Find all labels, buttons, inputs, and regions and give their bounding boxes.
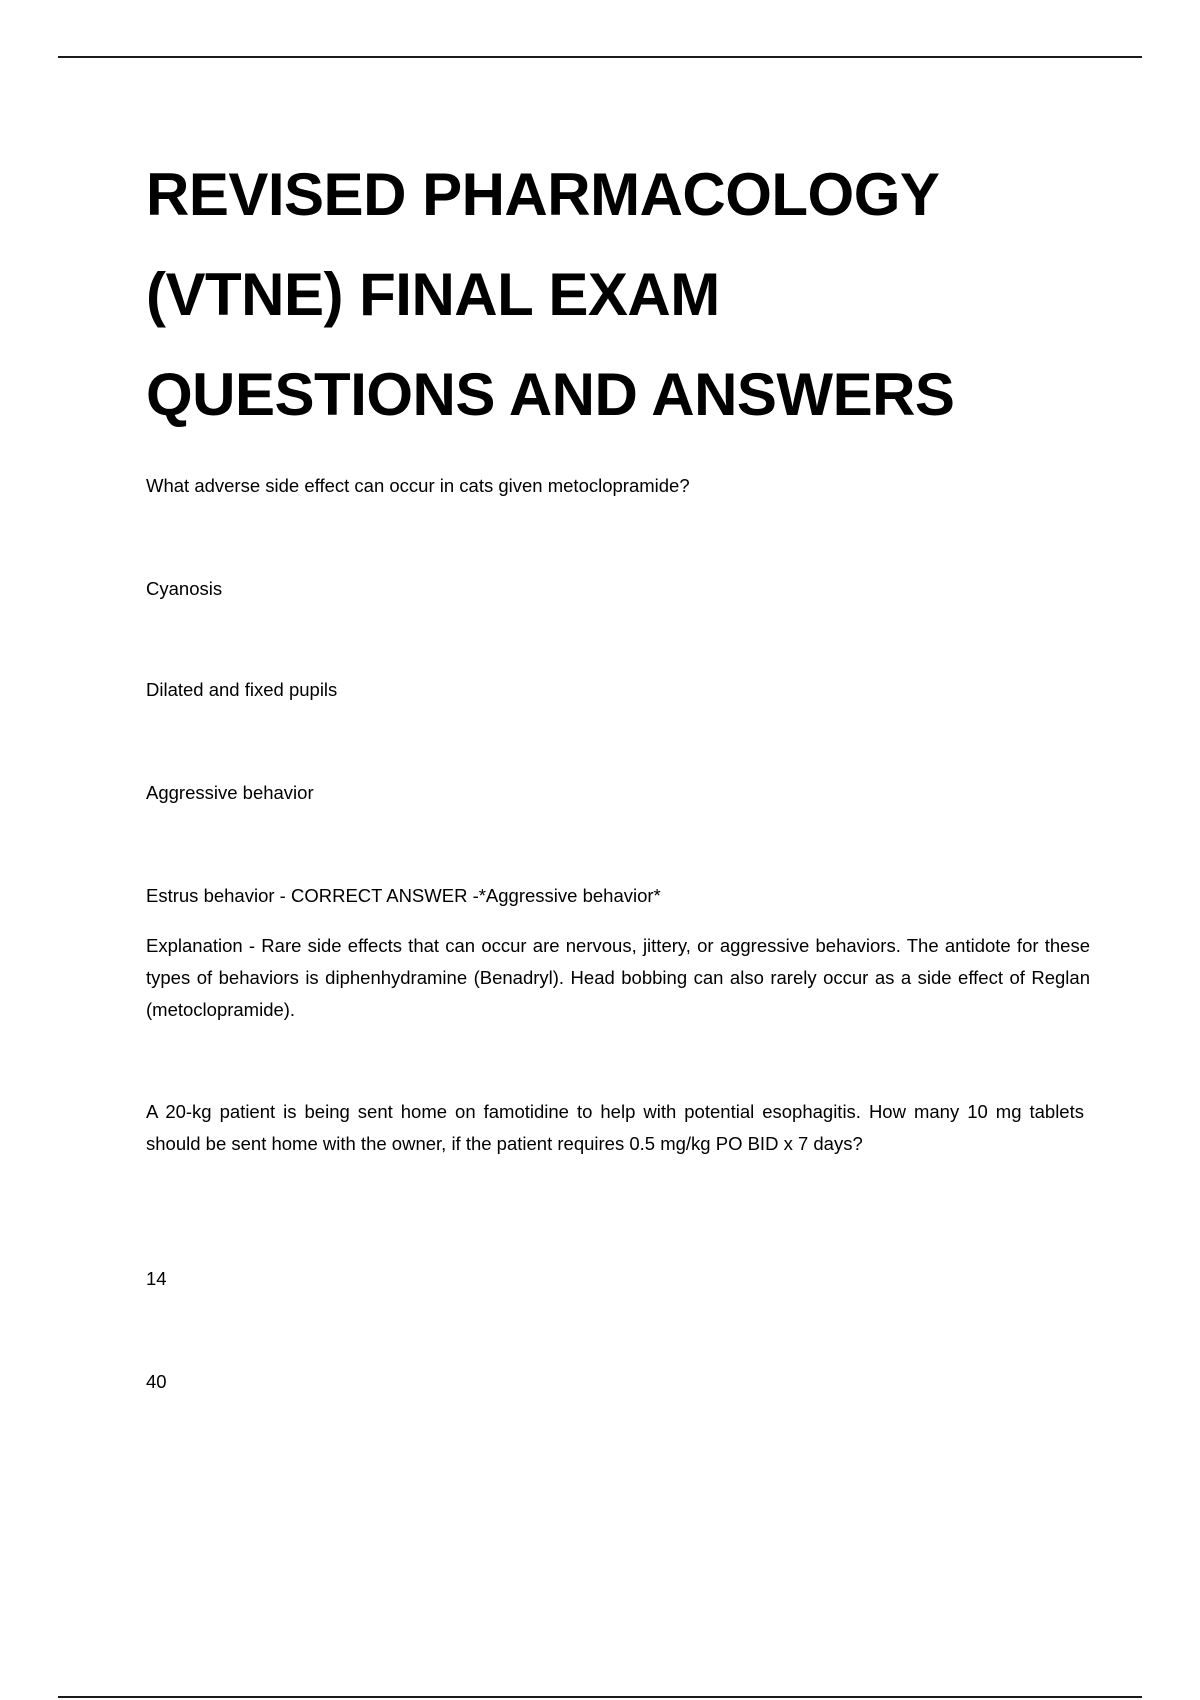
question-1: What adverse side effect can occur in cats given metoclopramide? [146, 475, 690, 496]
title-line-3: QUESTIONS AND ANSWERS [146, 361, 955, 428]
top-rule [58, 56, 1142, 58]
q1-option-4-correct-answer: Estrus behavior - CORRECT ANSWER -*Aggressive behavior* [146, 885, 661, 906]
document-title [146, 145, 1086, 445]
page-title [146, 145, 1086, 445]
q1-option-2: Dilated and fixed pupils [146, 679, 338, 700]
title-line-2: (VTNE) FINAL EXAM [146, 261, 720, 328]
bottom-rule [58, 1696, 1142, 1698]
question-2: A 20-kg patient is being sent home on famotidine to help with potential esophagitis. How many 10 mg tablets should be sent home with the owner, if the patient requires 0.5 mg/kg PO BID x 7 days? [146, 1101, 1084, 1154]
q1-option-1: Cyanosis [146, 578, 223, 599]
q1-explanation: Explanation - Rare side effects that can occur are nervous, jittery, or aggressive behaviors. The antidote for these types of behaviors is diphenhydramine (Benadryl). Head bobbing can also rarely occur as a side effect of Reglan (metoclopramide). [146, 935, 1090, 1020]
q1-option-3: Aggressive behavior [146, 782, 314, 803]
q2-option-2: 40 [146, 1371, 167, 1392]
q2-option-1: 14 [146, 1268, 167, 1289]
title-line-1: REVISED PHARMACOLOGY [146, 161, 940, 228]
